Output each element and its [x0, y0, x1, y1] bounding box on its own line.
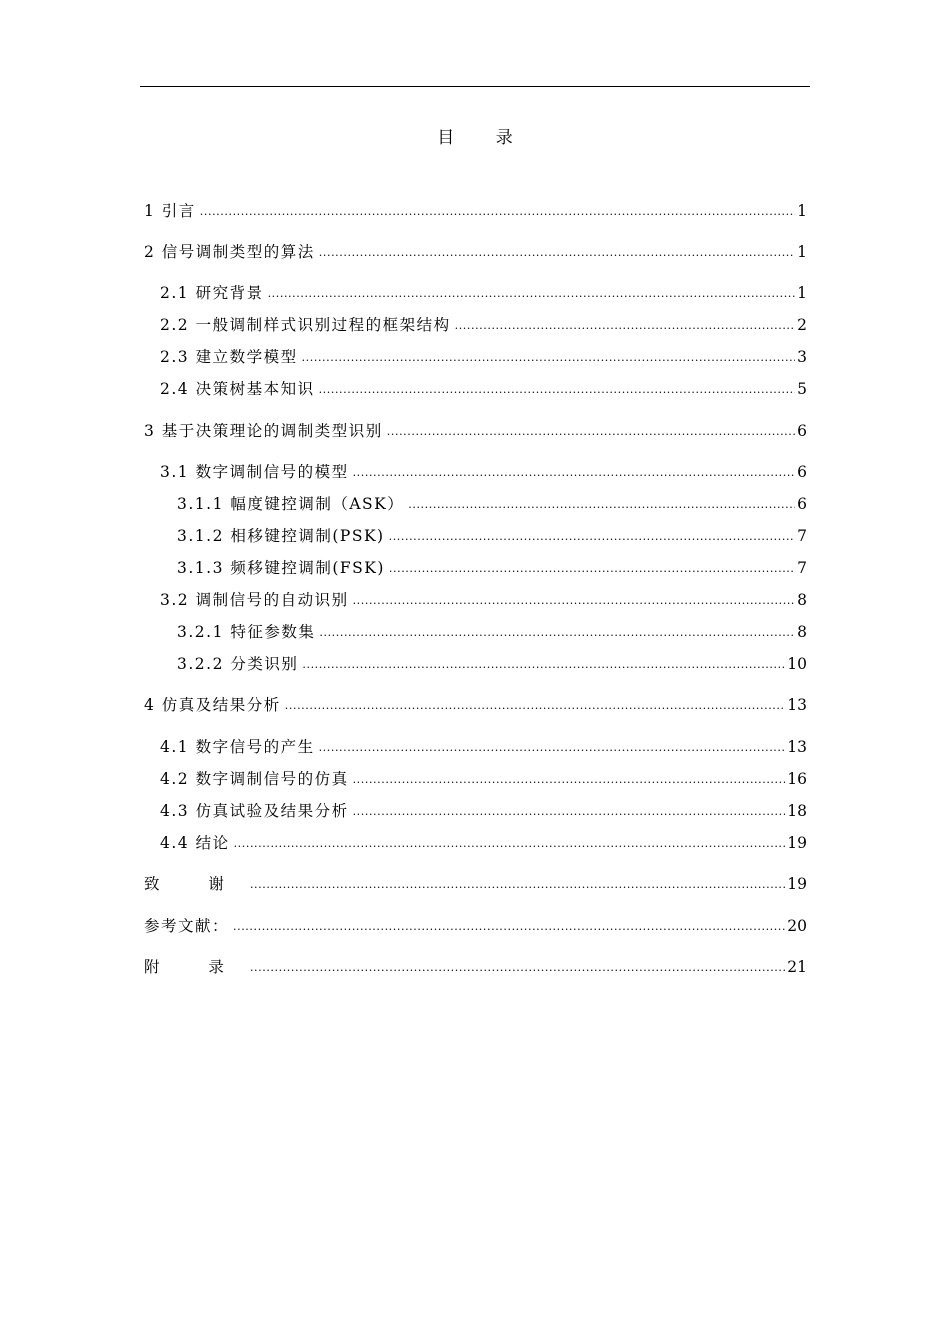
toc-entry-page: 3 [797, 348, 807, 366]
toc-entry-label: 4 仿真及结果分析 [144, 696, 281, 714]
toc-leader-dots [319, 243, 795, 263]
toc-leader-dots [353, 770, 786, 790]
toc-leader-dots [302, 348, 796, 368]
toc-entry-page: 7 [797, 527, 807, 545]
toc-entry-page: 19 [787, 875, 807, 893]
toc-leader-dots [455, 316, 796, 336]
toc-entry-page: 16 [787, 770, 807, 788]
toc-leader-dots [250, 875, 785, 895]
toc-leader-dots [233, 917, 785, 937]
toc-entry-label: 3.1.1 幅度键控调制（ASK） [177, 495, 405, 513]
toc-entry[interactable] [144, 201, 807, 221]
toc-entry-label: 附 录 [144, 958, 246, 976]
toc-entry[interactable] [160, 769, 807, 789]
toc-entry[interactable] [177, 558, 807, 578]
toc-leader-dots [302, 655, 785, 675]
toc-entry[interactable] [144, 916, 807, 936]
toc-entry-page: 1 [797, 284, 807, 302]
toc-leader-dots [389, 527, 796, 547]
toc-entry[interactable] [144, 695, 807, 715]
toc-entry[interactable] [160, 801, 807, 821]
toc-entry-page: 7 [797, 559, 807, 577]
toc-entry-label: 2 信号调制类型的算法 [144, 243, 315, 261]
toc-entry[interactable] [177, 494, 807, 514]
toc-entry-page: 21 [787, 958, 807, 976]
toc-entry-page: 2 [797, 316, 807, 334]
toc-entry-label: 3.1.3 频移键控调制(FSK) [177, 559, 385, 577]
toc-entry-label: 3.1 数字调制信号的模型 [160, 463, 349, 481]
toc-entry-label: 3 基于决策理论的调制类型识别 [144, 422, 383, 440]
toc-entry-page: 19 [787, 834, 807, 852]
toc-leader-dots [408, 495, 795, 515]
toc-title: 目 录 [437, 128, 531, 148]
toc-entry[interactable] [144, 242, 807, 262]
toc-entry-page: 5 [797, 380, 807, 398]
toc-leader-dots [319, 380, 796, 400]
toc-entry-label: 2.4 决策树基本知识 [160, 380, 315, 398]
toc-leader-dots [353, 591, 796, 611]
toc-entry[interactable] [160, 347, 807, 367]
toc-entry[interactable] [160, 833, 807, 853]
toc-entry-label: 4.4 结论 [160, 834, 230, 852]
toc-entry[interactable] [144, 874, 807, 894]
toc-entry-label: 1 引言 [144, 202, 196, 220]
toc-entry-label: 4.2 数字调制信号的仿真 [160, 770, 349, 788]
toc-entry-page: 20 [787, 917, 807, 935]
toc-entry-page: 18 [787, 802, 807, 820]
toc-entry-label: 4.1 数字信号的产生 [160, 738, 315, 756]
toc-entry-page: 6 [797, 495, 807, 513]
toc-entry[interactable] [160, 462, 807, 482]
toc-entry-page: 8 [797, 623, 807, 641]
toc-leader-dots [268, 284, 796, 304]
toc-entry[interactable] [144, 421, 807, 441]
toc-entry-label: 2.1 研究背景 [160, 284, 264, 302]
toc-leader-dots [319, 738, 786, 758]
header-rule [140, 86, 810, 87]
toc-entry-page: 1 [797, 243, 807, 261]
toc-entry-label: 3.2 调制信号的自动识别 [160, 591, 349, 609]
toc-entry-label: 2.2 一般调制样式识别过程的框架结构 [160, 316, 451, 334]
toc-entry[interactable] [177, 654, 807, 674]
toc-entry-page: 8 [797, 591, 807, 609]
toc-leader-dots [285, 696, 785, 716]
toc-entry-page: 13 [787, 738, 807, 756]
toc-entry[interactable] [177, 526, 807, 546]
toc-entry-label: 致 谢 [144, 875, 246, 893]
toc-entry-page: 10 [787, 655, 807, 673]
toc-entry-label: 3.2.1 特征参数集 [177, 623, 316, 641]
toc-leader-dots [353, 463, 796, 483]
toc-entry-label: 4.3 仿真试验及结果分析 [160, 802, 349, 820]
toc-entry-page: 6 [797, 422, 807, 440]
toc-entry[interactable] [160, 283, 807, 303]
toc-leader-dots [200, 202, 795, 222]
toc-leader-dots [387, 422, 795, 442]
toc-entry-label: 3.2.2 分类识别 [177, 655, 299, 673]
toc-entry[interactable] [160, 379, 807, 399]
toc-entry-label: 3.1.2 相移键控调制(PSK) [177, 527, 385, 545]
toc-entry[interactable] [160, 737, 807, 757]
toc-leader-dots [389, 559, 795, 579]
toc-entry[interactable] [144, 957, 807, 977]
toc-entry[interactable] [177, 622, 807, 642]
toc-entry-label: 参考文献： [144, 917, 230, 935]
toc-leader-dots [319, 623, 795, 643]
toc-entry[interactable] [160, 315, 807, 335]
toc-leader-dots [234, 834, 786, 854]
toc-entry-page: 1 [797, 202, 807, 220]
toc-leader-dots [353, 802, 786, 822]
toc-entry-page: 13 [787, 696, 807, 714]
toc-leader-dots [250, 958, 785, 978]
toc-entry-page: 6 [797, 463, 807, 481]
toc-entry-label: 2.3 建立数学模型 [160, 348, 298, 366]
toc-entry[interactable] [160, 590, 807, 610]
